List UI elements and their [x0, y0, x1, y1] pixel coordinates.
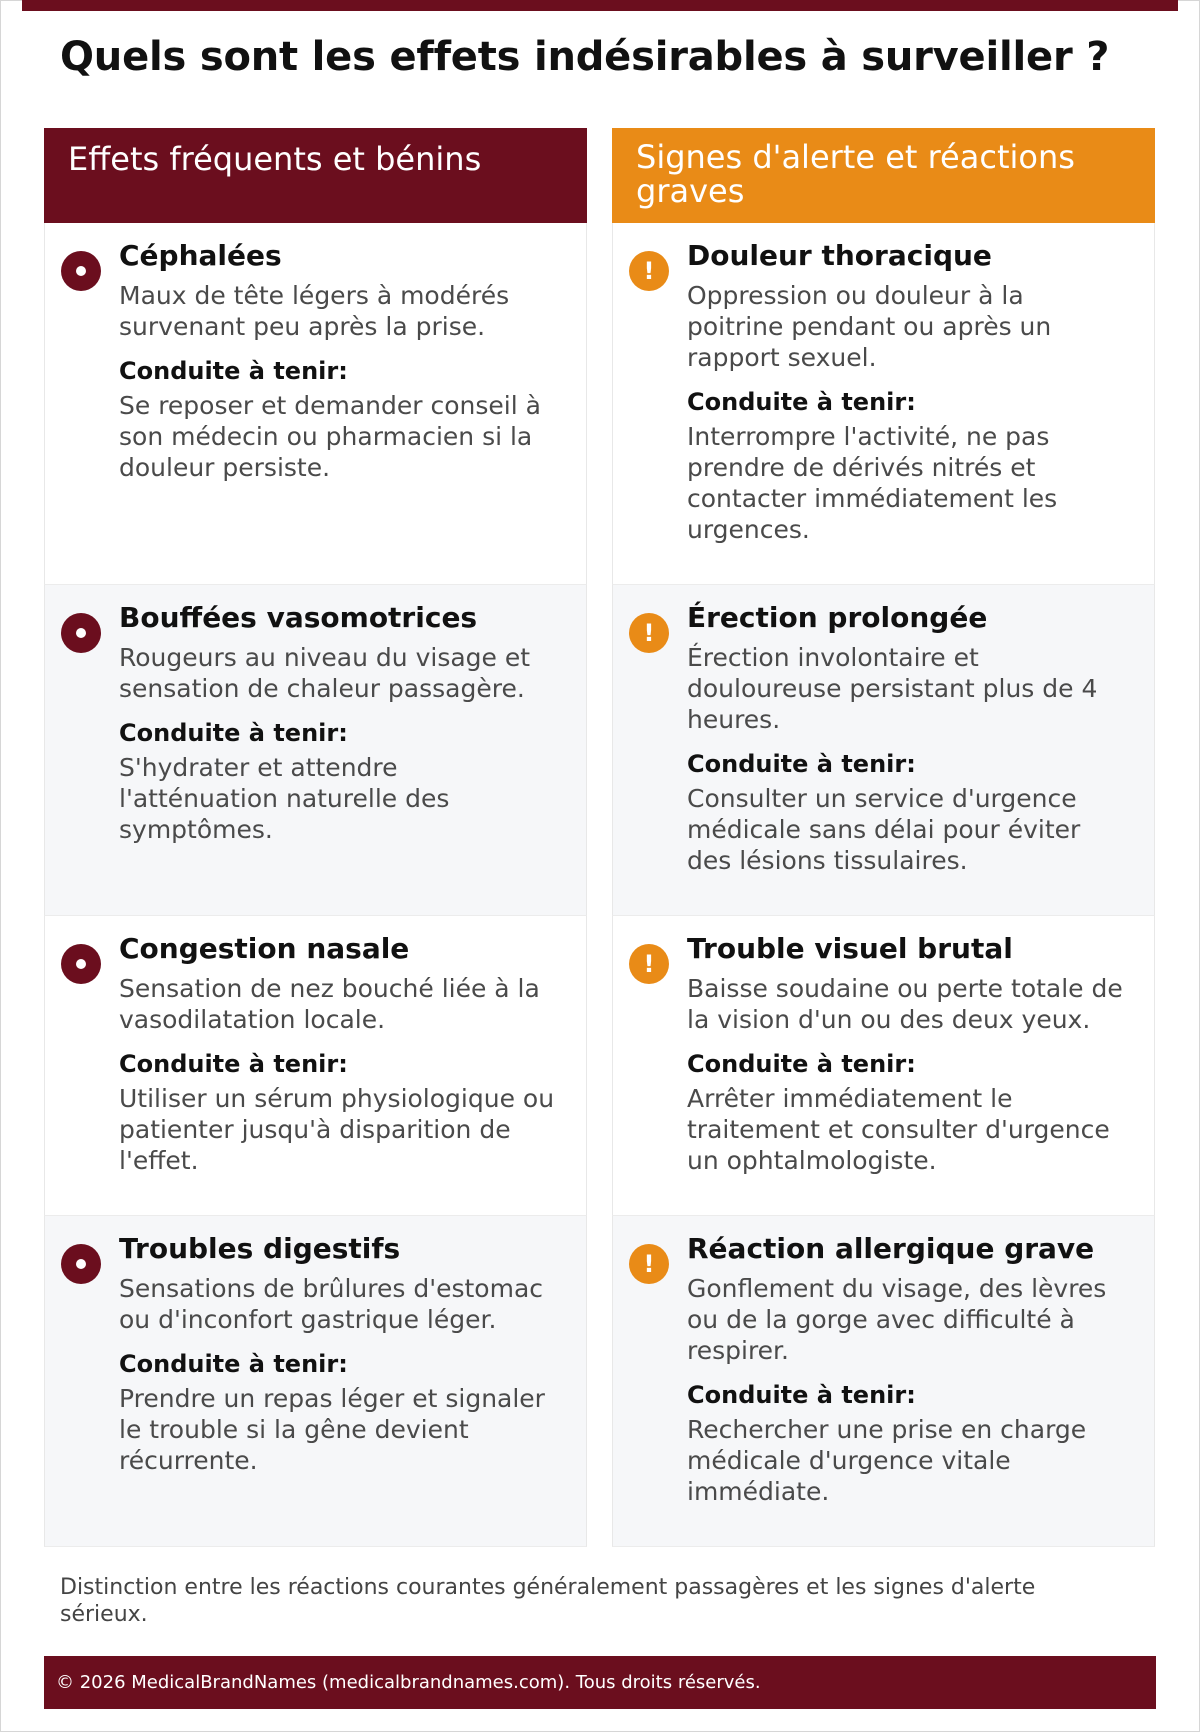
effect-card-bouffees [44, 585, 587, 916]
warning-signs-column [612, 128, 1155, 1547]
effect-title: Congestion nasale [119, 932, 410, 965]
effect-title: Réaction allergique grave [687, 1232, 1095, 1265]
action-label: Conduite à tenir: [119, 1050, 348, 1078]
effect-description: Rougeurs au niveau du visage et sensation de chaleur passagère. [119, 643, 531, 703]
action-text: Prendre un repas léger et signaler le trouble si la gêne devient récurrente. [119, 1384, 545, 1475]
effect-description: Érection involontaire et douloureuse persistant plus de 4 heures. [687, 643, 1098, 734]
action-label: Conduite à tenir: [687, 1050, 916, 1078]
effect-description: Sensation de nez bouché liée à la vasodilatation locale. [119, 974, 540, 1034]
copyright-footer: © 2026 MedicalBrandNames (medicalbrandnames.com). Tous droits réservés. [44, 1656, 1156, 1709]
effect-card-reaction-allergique [612, 1216, 1155, 1547]
action-label: Conduite à tenir: [687, 388, 916, 416]
effect-card-douleur-thoracique [612, 223, 1155, 585]
effect-description: Maux de tête légers à modérés survenant peu après la prise. [119, 281, 510, 341]
common-effects-column [44, 128, 587, 1547]
action-label: Conduite à tenir: [119, 1350, 348, 1378]
alert-icon: ! [629, 613, 669, 653]
effect-description: Baisse soudaine ou perte totale de la vision d'un ou des deux yeux. [687, 974, 1123, 1034]
dot-icon [61, 1244, 101, 1284]
effect-title: Céphalées [119, 239, 282, 272]
effect-title: Douleur thoracique [687, 239, 992, 272]
effect-card-trouble-visuel [612, 916, 1155, 1216]
action-text: S'hydrater et attendre l'atténuation naturelle des symptômes. [119, 753, 450, 844]
column-header: Signes d'alerte et réactions graves [612, 128, 1155, 223]
effect-card-erection-prolongee [612, 585, 1155, 916]
action-text: Se reposer et demander conseil à son médecin ou pharmacien si la douleur persiste. [119, 391, 541, 482]
effect-card-congestion [44, 916, 587, 1216]
action-text: Consulter un service d'urgence médicale sans délai pour éviter des lésions tissulaires. [687, 784, 1081, 875]
effect-title: Troubles digestifs [119, 1232, 401, 1265]
column-header: Effets fréquents et bénins [44, 128, 587, 223]
effect-title: Érection prolongée [687, 601, 988, 634]
action-label: Conduite à tenir: [119, 719, 348, 747]
action-text: Utiliser un sérum physiologique ou patienter jusqu'à disparition de l'effet. [119, 1084, 555, 1175]
effect-description: Sensations de brûlures d'estomac ou d'inconfort gastrique léger. [119, 1274, 544, 1334]
top-accent-bar [22, 0, 1178, 11]
action-text: Interrompre l'activité, ne pas prendre de dérivés nitrés et contacter immédiatement les urgences. [687, 422, 1058, 544]
action-text: Arrêter immédiatement le traitement et consulter d'urgence un ophtalmologiste. [687, 1084, 1110, 1175]
effect-card-digestifs [44, 1216, 587, 1547]
action-label: Conduite à tenir: [687, 1381, 916, 1409]
effect-card-cephalees [44, 223, 587, 585]
footnote: Distinction entre les réactions courantes généralement passagères et les signes d'alerte sérieux. [60, 1575, 1036, 1627]
effect-title: Trouble visuel brutal [687, 932, 1013, 965]
page-title: Quels sont les effets indésirables à surveiller ? [60, 34, 1110, 80]
dot-icon [61, 944, 101, 984]
effect-description: Oppression ou douleur à la poitrine pendant ou après un rapport sexuel. [687, 281, 1052, 372]
alert-icon: ! [629, 944, 669, 984]
dot-icon [61, 251, 101, 291]
dot-icon [61, 613, 101, 653]
action-text: Rechercher une prise en charge médicale d'urgence vitale immédiate. [687, 1415, 1087, 1506]
effect-title: Bouffées vasomotrices [119, 601, 478, 634]
action-label: Conduite à tenir: [687, 750, 916, 778]
alert-icon: ! [629, 1244, 669, 1284]
action-label: Conduite à tenir: [119, 357, 348, 385]
alert-icon: ! [629, 251, 669, 291]
effect-description: Gonflement du visage, des lèvres ou de la gorge avec difficulté à respirer. [687, 1274, 1107, 1365]
